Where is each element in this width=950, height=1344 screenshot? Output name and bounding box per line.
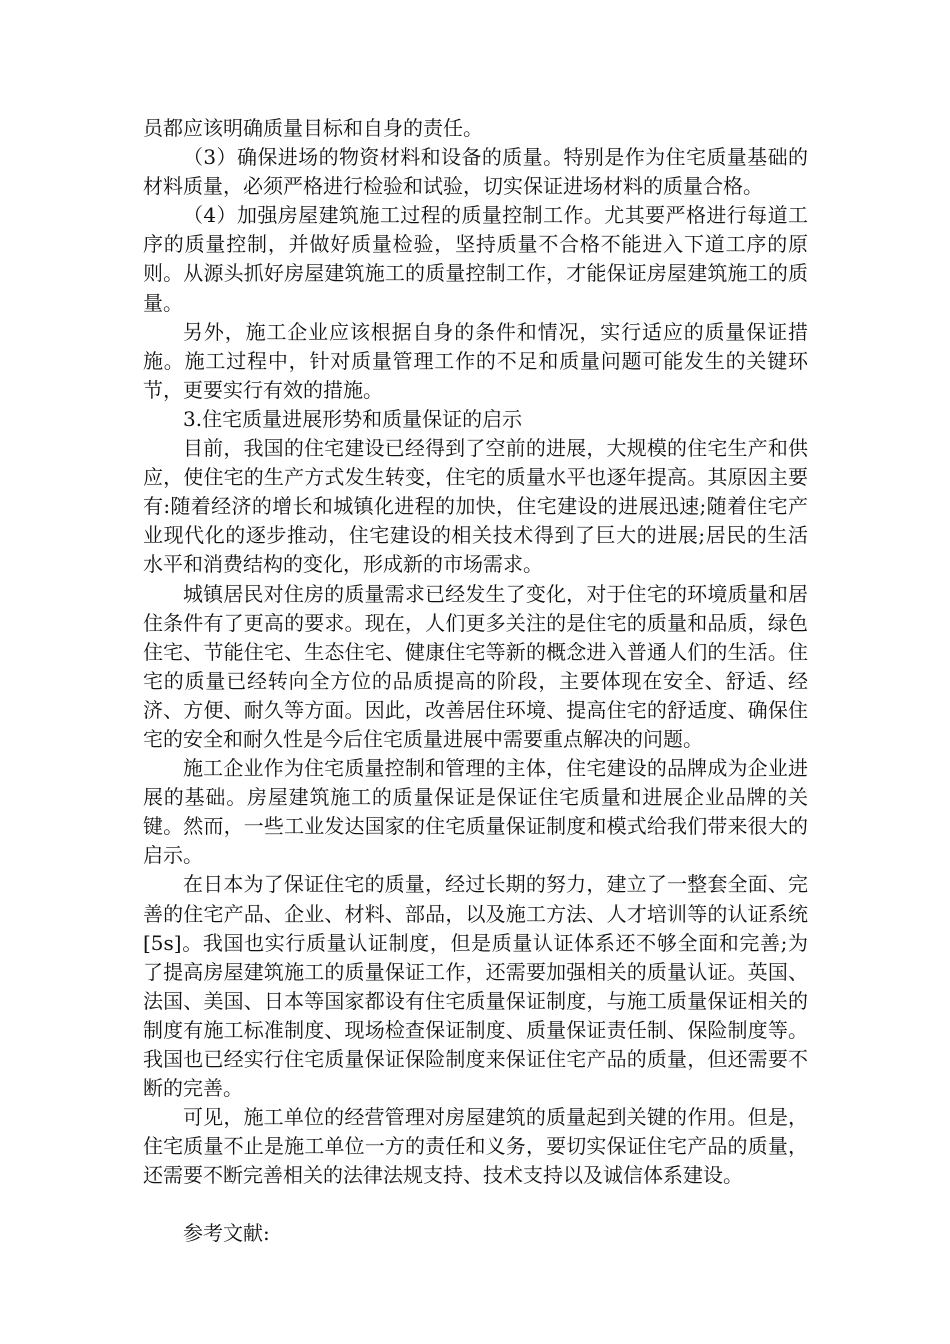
paragraph-9: 可见，施工单位的经营管理对房屋建筑的质量起到关键的作用。但是，住宅质量不止是施工单位一方的责任和义务，要切实保证住宅产品的质量，还需要不断完善相关的法律法规支持、技术支持以及诚信体系建设。 bbox=[143, 1105, 808, 1188]
paragraph-8: 在日本为了保证住宅的质量，经过长期的努力，建立了一整套全面、完善的住宅产品、企业、材料、部品，以及施工方法、人才培训等的认证系统[5s]。我国也实行质量认证制度，但是质量认证体系还不够全面和完善;为了提高房屋建筑施工的质量保证工作，还需要加强相关的质量认证。英国、法国、美国、日本等国家都设有住宅质量保证制度，与施工质量保证相关的制度有施工标准制度、现场检查保证制度、质量保证责任制、保险制度等。我国也已经实行住宅质量保证保险制度来保证住宅产品的质量，但还需要不断的完善。 bbox=[143, 872, 808, 1101]
references-heading: 参考文献: bbox=[183, 1221, 270, 1246]
document-page bbox=[143, 114, 808, 1249]
paragraph-2: （3）确保进场的物资材料和设备的质量。特别是作为住宅质量基础的材料质量，必须严格进行检验和试验，切实保证进场材料的质量合格。 bbox=[143, 145, 808, 199]
paragraph-3: （4）加强房屋建筑施工过程的质量控制工作。尤其要严格进行每道工序的质量控制，并做好质量检验，坚持质量不合格不能进入下道工序的原则。从源头抓好房屋建筑施工的质量控制工作，才能保证房屋建筑施工的质量。 bbox=[143, 203, 808, 315]
paragraph-1: 员都应该明确质量目标和自身的责任。 bbox=[143, 116, 483, 140]
section-heading: 3.住宅质量进展形势和质量保证的启示 bbox=[183, 406, 523, 431]
blank-line bbox=[143, 1190, 808, 1219]
paragraph-5: 目前，我国的住宅建设已经得到了空前的进展，大规模的住宅生产和供应，使住宅的生产方式发生转变，住宅的质量水平也逐年提高。其原因主要有:随着经济的增长和城镇化进程的加快，住宅建设的进展迅速;随着住宅产业现代化的逐步推动，住宅建设的相关技术得到了巨大的进展;居民的生活水平和消费结构的变化，形成新的市场需求。 bbox=[143, 436, 808, 577]
paragraph-4: 另外，施工企业应该根据自身的条件和情况，实行适应的质量保证措施。施工过程中，针对质量管理工作的不足和质量问题可能发生的关键环节，更要实行有效的措施。 bbox=[143, 319, 808, 402]
paragraph-7: 施工企业作为住宅质量控制和管理的主体，住宅建设的品牌成为企业进展的基础。房屋建筑施工的质量保证是保证住宅质量和进展企业品牌的关键。然而，一些工业发达国家的住宅质量保证制度和模式给我们带来很大的启示。 bbox=[143, 756, 808, 868]
paragraph-6: 城镇居民对住房的质量需求已经发生了变化，对于住宅的环境质量和居住条件有了更高的要求。现在，人们更多关注的是住宅的质量和品质，绿色住宅、节能住宅、生态住宅、健康住宅等新的概念进入普通人们的生活。住宅的质量已经转向全方位的品质提高的阶段，主要体现在安全、舒适、经济、方便、耐久等方面。因此，改善居住环境、提高住宅的舒适度、确保住宅的安全和耐久性是今后住宅质量进展中需要重点解决的问题。 bbox=[143, 581, 808, 751]
